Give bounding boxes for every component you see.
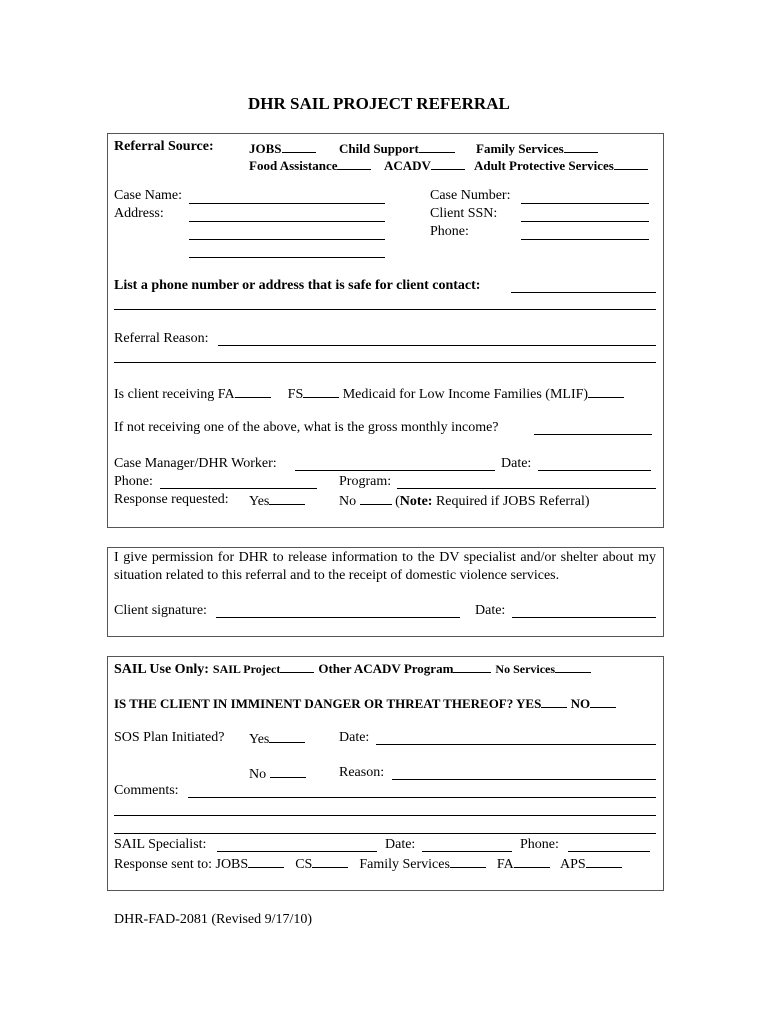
benefit-mlif-label: Medicaid for Low Income Families (MLIF) bbox=[342, 387, 589, 402]
response-yes[interactable]: Yes bbox=[249, 492, 305, 510]
sos-yes[interactable]: Yes bbox=[249, 730, 305, 748]
referral-option-child-support[interactable]: Child Support bbox=[339, 140, 455, 157]
comments-field-line-3[interactable] bbox=[114, 833, 656, 834]
sail-use-only-label: SAIL Use Only: bbox=[114, 662, 209, 677]
response-sent-aps[interactable]: APS bbox=[560, 857, 622, 872]
client-ssn-label: Client SSN: bbox=[430, 206, 498, 221]
client-ssn-field[interactable] bbox=[521, 221, 649, 222]
client-phone-label: Phone: bbox=[430, 224, 469, 239]
address-field-line-2[interactable] bbox=[189, 239, 385, 240]
sail-specialist-label: SAIL Specialist: bbox=[114, 837, 207, 852]
income-field[interactable] bbox=[534, 434, 652, 435]
specialist-phone-label: Phone: bbox=[520, 837, 559, 852]
response-sent-family-services[interactable]: Family Services bbox=[359, 857, 486, 872]
referral-option-jobs[interactable]: JOBS bbox=[249, 140, 316, 157]
sail-specialist-field[interactable] bbox=[217, 851, 377, 852]
response-sent-label: Response sent to: bbox=[114, 857, 212, 872]
worker-date-label: Date: bbox=[501, 456, 532, 471]
case-manager-field[interactable] bbox=[295, 470, 495, 471]
response-no[interactable]: No (Note: Required if JOBS Referral) bbox=[339, 494, 590, 509]
no-services-option[interactable]: No Services bbox=[495, 662, 591, 676]
specialist-date-label: Date: bbox=[385, 837, 416, 852]
safe-contact-field[interactable] bbox=[511, 292, 656, 293]
client-signature-field[interactable] bbox=[216, 617, 460, 618]
benefit-fs-label: FS bbox=[287, 387, 304, 402]
referral-option-adult-protective-services[interactable]: Adult Protective Services bbox=[474, 157, 648, 174]
response-requested-label: Response requested: bbox=[114, 492, 229, 507]
signature-date-label: Date: bbox=[475, 603, 506, 618]
case-number-label: Case Number: bbox=[430, 188, 511, 203]
note-label: Note: bbox=[399, 494, 433, 509]
sail-project-option[interactable]: SAIL Project bbox=[213, 662, 314, 676]
benefit-fa-field[interactable] bbox=[235, 385, 271, 398]
form-number-footer: DHR-FAD-2081 (Revised 9/17/10) bbox=[114, 912, 313, 927]
other-acadv-program-option[interactable]: Other ACADV Program bbox=[318, 661, 491, 676]
comments-field[interactable] bbox=[188, 797, 656, 798]
benefit-mlif-field[interactable] bbox=[588, 385, 624, 398]
worker-date-field[interactable] bbox=[538, 470, 651, 471]
permission-text: I give permission for DHR to release information to the DV specialist and/or shelter about my situation related to this referral and to the receipt of domestic violence services. bbox=[114, 550, 656, 583]
danger-no[interactable]: NO bbox=[571, 696, 617, 711]
comments-field-line-2[interactable] bbox=[114, 815, 656, 816]
comments-label: Comments: bbox=[114, 783, 179, 798]
benefits-row bbox=[114, 385, 624, 403]
response-sent-fa[interactable]: FA bbox=[497, 857, 550, 872]
client-phone-field[interactable] bbox=[521, 239, 649, 240]
case-number-field[interactable] bbox=[521, 203, 649, 204]
worker-phone-label: Phone: bbox=[114, 474, 153, 489]
response-sent-cs[interactable]: CS bbox=[295, 857, 348, 872]
referral-source-label: Referral Source: bbox=[114, 139, 214, 154]
note-text: Required if JOBS Referral) bbox=[432, 494, 590, 509]
referral-option-acadv[interactable]: ACADV bbox=[384, 157, 465, 174]
signature-date-field[interactable] bbox=[512, 617, 656, 618]
safe-contact-label: List a phone number or address that is safe for client contact: bbox=[114, 278, 481, 293]
benefit-fa-label: Is client receiving FA bbox=[114, 387, 235, 402]
specialist-date-field[interactable] bbox=[422, 851, 512, 852]
case-name-label: Case Name: bbox=[114, 188, 183, 203]
sos-no[interactable]: No bbox=[249, 765, 306, 783]
referral-reason-field-line-2[interactable] bbox=[114, 362, 656, 363]
referral-reason-field[interactable] bbox=[218, 345, 656, 346]
specialist-phone-field[interactable] bbox=[568, 851, 650, 852]
case-name-field[interactable] bbox=[189, 203, 385, 204]
referral-option-food-assistance[interactable]: Food Assistance bbox=[249, 157, 371, 174]
benefit-fs-field[interactable] bbox=[303, 385, 339, 398]
case-manager-label: Case Manager/DHR Worker: bbox=[114, 456, 277, 471]
imminent-danger-row bbox=[114, 695, 616, 712]
client-signature-label: Client signature: bbox=[114, 603, 207, 618]
sos-date-field[interactable] bbox=[376, 744, 656, 745]
referral-option-family-services[interactable]: Family Services bbox=[476, 140, 598, 157]
income-question: If not receiving one of the above, what is the gross monthly income? bbox=[114, 420, 499, 435]
address-field-line-1[interactable] bbox=[189, 221, 385, 222]
safe-contact-field-line-2[interactable] bbox=[114, 309, 656, 310]
address-field-line-3[interactable] bbox=[189, 257, 385, 258]
program-field[interactable] bbox=[397, 488, 656, 489]
address-label: Address: bbox=[114, 206, 164, 221]
worker-phone-field[interactable] bbox=[160, 488, 317, 489]
imminent-danger-question: IS THE CLIENT IN IMMINENT DANGER OR THREAT THEREOF? bbox=[114, 696, 514, 711]
danger-yes[interactable]: YES bbox=[516, 696, 567, 711]
sos-plan-label: SOS Plan Initiated? bbox=[114, 730, 225, 745]
referral-reason-label: Referral Reason: bbox=[114, 331, 209, 346]
response-sent-row bbox=[114, 855, 622, 873]
sos-reason-field[interactable] bbox=[392, 779, 656, 780]
sos-date-label: Date: bbox=[339, 730, 370, 745]
response-sent-jobs[interactable]: JOBS bbox=[216, 857, 285, 872]
sail-use-only-row bbox=[114, 660, 591, 678]
page-title: DHR SAIL PROJECT REFERRAL bbox=[248, 94, 510, 113]
program-label: Program: bbox=[339, 474, 392, 489]
sos-reason-label: Reason: bbox=[339, 765, 385, 780]
